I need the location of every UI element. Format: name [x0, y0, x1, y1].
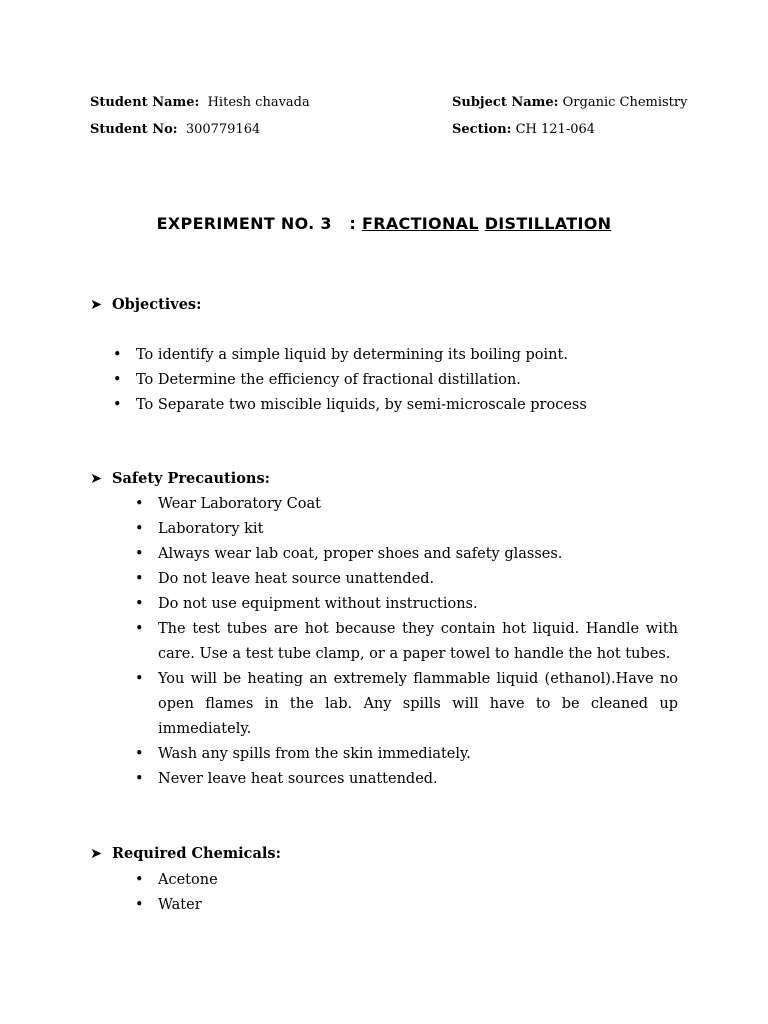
list-item: • Do not use equipment without instructions. [158, 592, 678, 617]
student-no-line [90, 122, 260, 137]
bullet-dot-icon: • [135, 521, 144, 537]
bullet-dot-icon: • [135, 596, 144, 612]
list-item: • You will be heating an extremely flammable liquid (ethanol).Have no open flames in the lab. Any spills will have to be cleaned up immediately. [158, 667, 678, 742]
title-word-distillation: DISTILLATION [484, 214, 612, 233]
bullet-dot-icon: • [135, 621, 144, 637]
section-value: CH 121-064 [515, 122, 596, 137]
section-label: Section: [452, 122, 512, 137]
title-word-fractional: FRACTIONAL [362, 214, 479, 233]
bullet-dot-icon: • [135, 496, 144, 512]
bullet-dot-icon: • [135, 546, 144, 562]
arrowhead-icon: ➤ [90, 471, 103, 487]
chemicals-list [135, 868, 678, 918]
subject-name-line [452, 95, 687, 110]
objectives-list [113, 343, 696, 418]
title-prefix: EXPERIMENT NO. 3 : [156, 214, 362, 233]
objectives-heading: ➤ Objectives: [90, 296, 202, 313]
list-item: • The test tubes are hot because they contain hot liquid. Handle with care. Use a test tube clamp, or a paper towel to handle the hot tubes. [158, 617, 678, 667]
list-item: • Wear Laboratory Coat [158, 492, 678, 517]
bullet-dot-icon: • [135, 771, 144, 787]
chemicals-heading: ➤ Required Chemicals: [90, 845, 281, 862]
bullet-dot-icon: • [113, 372, 122, 388]
bullet-dot-icon: • [135, 671, 144, 687]
bullet-dot-icon: • [135, 746, 144, 762]
student-no-value: 300779164 [185, 122, 261, 137]
safety-list [135, 492, 678, 792]
subject-name-label: Subject Name: [452, 95, 559, 110]
bullet-dot-icon: • [135, 571, 144, 587]
list-item: • Acetone [158, 868, 678, 893]
subject-name-value: Organic Chemistry [562, 95, 688, 110]
list-item: • Water [158, 893, 678, 918]
bullet-dot-icon: • [135, 897, 144, 913]
list-item: • To Determine the efficiency of fractional distillation. [136, 368, 696, 393]
safety-heading: ➤ Safety Precautions: [90, 470, 270, 487]
list-item: • To Separate two miscible liquids, by semi-microscale process [136, 393, 696, 418]
student-name-value: Hitesh chavada [207, 95, 310, 110]
section-line [452, 122, 595, 137]
student-name-label: Student Name: [90, 95, 200, 110]
list-item: • Laboratory kit [158, 517, 678, 542]
student-no-label: Student No: [90, 122, 178, 137]
list-item: • Do not leave heat source unattended. [158, 567, 678, 592]
list-item: • Always wear lab coat, proper shoes and safety glasses. [158, 542, 678, 567]
list-item: • To identify a simple liquid by determining its boiling point. [136, 343, 696, 368]
arrowhead-icon: ➤ [90, 846, 103, 862]
bullet-dot-icon: • [113, 347, 122, 363]
list-item: • Wash any spills from the skin immediately. [158, 742, 678, 767]
arrowhead-icon: ➤ [90, 297, 103, 313]
bullet-dot-icon: • [113, 397, 122, 413]
page-title [0, 214, 768, 233]
student-name-line [90, 95, 310, 110]
list-item: • Never leave heat sources unattended. [158, 767, 678, 792]
bullet-dot-icon: • [135, 872, 144, 888]
